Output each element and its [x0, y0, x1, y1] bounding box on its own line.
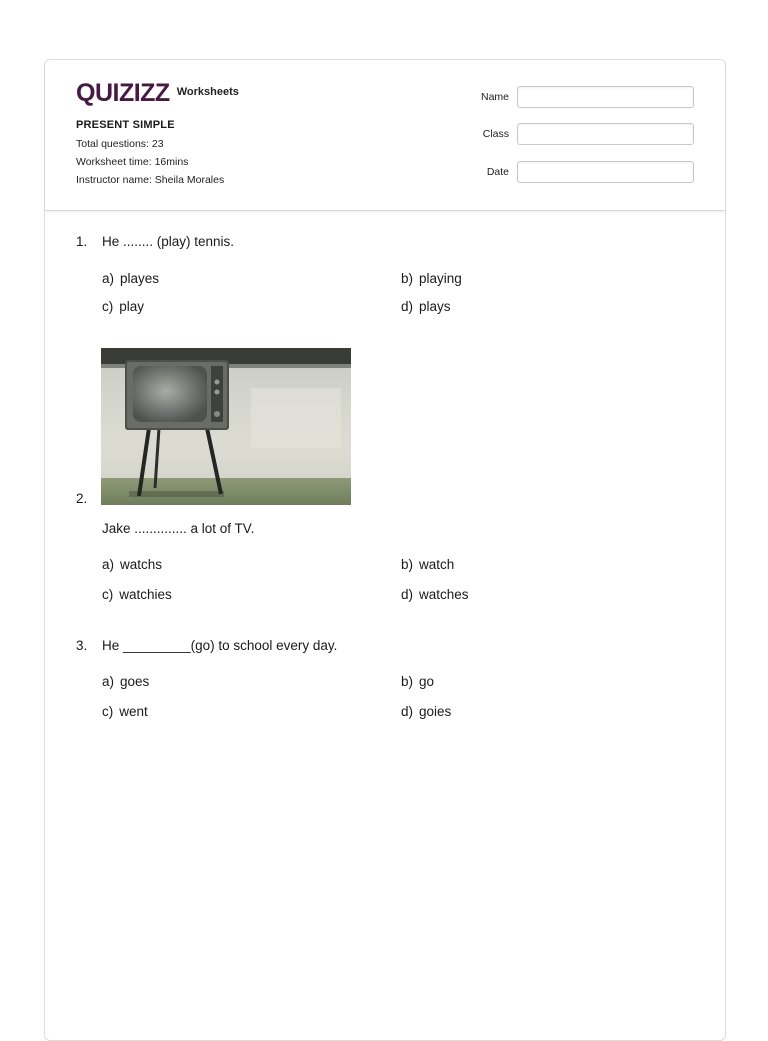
question-3-option-a[interactable] [102, 674, 149, 689]
option-letter: c) [102, 704, 114, 719]
question-1-option-d[interactable] [401, 299, 451, 314]
question-1-option-b[interactable] [401, 271, 462, 286]
question-1-option-a[interactable] [102, 271, 159, 286]
option-letter: d) [401, 299, 414, 314]
question-2-number: 2. [76, 491, 88, 506]
option-text: watches [419, 587, 469, 602]
question-2-option-d[interactable] [401, 587, 469, 602]
quizizz-logo: QUIZIZZ [76, 79, 170, 107]
worksheet-title: PRESENT SIMPLE [76, 119, 175, 131]
question-1-text: He ........ (play) tennis. [102, 234, 235, 249]
option-letter: a) [102, 557, 115, 572]
question-2-option-b[interactable] [401, 557, 454, 572]
name-field[interactable] [517, 86, 694, 108]
question-2-option-c[interactable] [102, 587, 172, 602]
option-text: watch [419, 557, 455, 572]
question-3-option-b[interactable] [401, 674, 434, 689]
worksheet-header [45, 60, 725, 211]
option-letter: c) [102, 299, 114, 314]
option-text: watchs [120, 557, 163, 572]
option-text: goes [120, 674, 150, 689]
option-letter: b) [401, 557, 414, 572]
question-3-number: 3. [76, 638, 88, 653]
option-letter: d) [401, 704, 414, 719]
question-3-option-d[interactable] [401, 704, 451, 719]
question-2-image [101, 348, 351, 505]
date-label: Date [486, 166, 509, 178]
option-letter: a) [102, 271, 115, 286]
question-2-option-a[interactable] [102, 557, 162, 572]
tv-photo-icon [101, 348, 351, 505]
instructor-name: Instructor name: Sheila Morales [76, 174, 225, 186]
option-letter: d) [401, 587, 414, 602]
option-text: watchies [119, 587, 172, 602]
option-text: went [119, 704, 148, 719]
class-label: Class [482, 128, 509, 140]
worksheet-time: Worksheet time: 16mins [76, 156, 189, 168]
name-label: Name [480, 91, 509, 103]
question-1-number: 1. [76, 234, 88, 249]
question-3-text: He _________(go) to school every day. [102, 638, 338, 653]
option-letter: b) [401, 674, 414, 689]
option-text: play [119, 299, 145, 314]
question-3-option-c[interactable] [102, 704, 148, 719]
option-text: playes [120, 271, 160, 286]
option-letter: c) [102, 587, 114, 602]
option-letter: a) [102, 674, 115, 689]
option-text: goies [419, 704, 452, 719]
option-text: go [419, 674, 435, 689]
option-text: playing [419, 271, 462, 286]
class-field[interactable] [517, 123, 694, 145]
option-letter: b) [401, 271, 414, 286]
total-questions: Total questions: 23 [76, 138, 164, 150]
brand [76, 80, 239, 106]
question-1-option-c[interactable] [102, 299, 144, 314]
option-text: plays [419, 299, 451, 314]
question-2-text: Jake .............. a lot of TV. [102, 521, 255, 536]
brand-subtitle: Worksheets [176, 86, 239, 98]
date-field[interactable] [517, 161, 694, 183]
worksheet-page [44, 59, 726, 1041]
